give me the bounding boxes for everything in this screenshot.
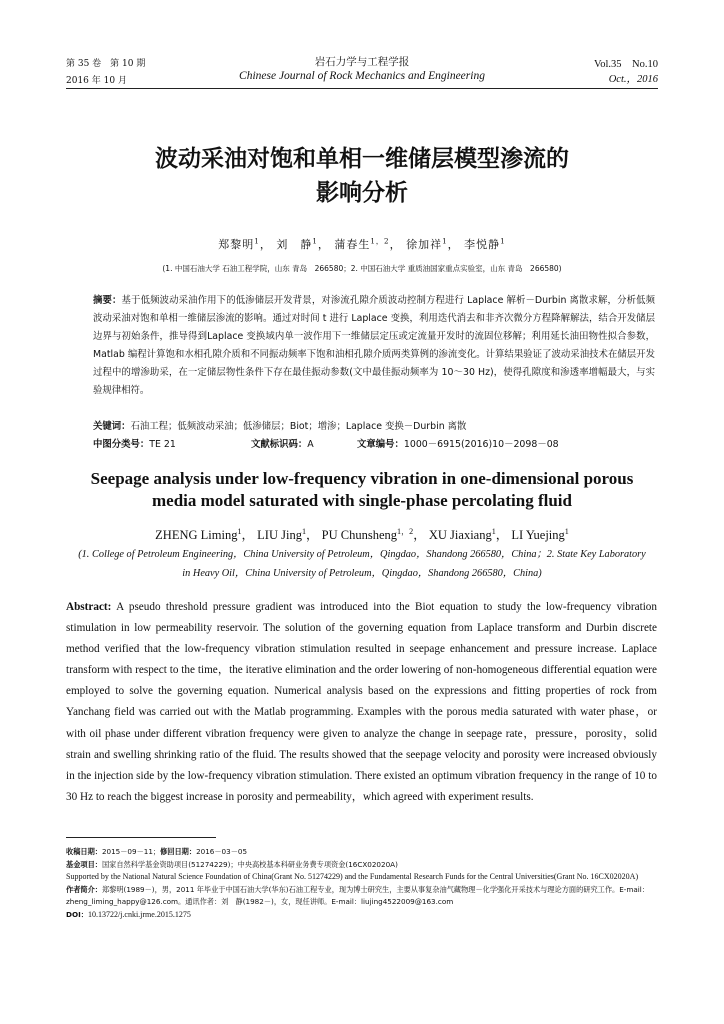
footnote-rule [66,837,216,838]
affiliation-en-line1: (1. College of Petroleum Engineering，China University of Petroleum，Qingdao，Shandong 266580，China；2. State Key Laboratory [78,549,646,560]
header-journal-cn: 岩石力学与工程学报 [314,56,410,68]
title-cn-line1: 波动采油对饱和单相一维储层模型渗流的 [155,146,569,172]
article-no-value: 1000－6915(2016)10－2098－08 [403,439,559,450]
doc-code-label: 文献标识码： [251,439,308,450]
author-cn: 刘 静$^1$ [276,236,318,251]
header-volume-en: Vol.35 No.10 [594,59,658,70]
author-cn: 蒲春生$^{1,2}$ [334,236,390,251]
clc-label: 中图分类号： [93,439,150,450]
header-rule [66,88,658,89]
header-volume-cn: 第 35 卷 第 10 期 [66,59,146,69]
footnote-support-en: Supported by the National Natural Science Foundation of China(Grant No. 51274229) and the Fundamental Research Funds for the Central Universities(Grant No. 16CX02020A) [66,872,639,881]
author-cn: 郑黎明$^1$ [218,236,260,251]
classification-row [93,436,655,454]
footnote-doi: DOI：10.13722/j.cnki.jrme.2015.1275 [66,909,191,919]
footnote-dates: 收稿日期：2015－09－11；修回日期：2016－03－05 [66,847,248,856]
header-date-en: Oct.，2016 [608,74,658,85]
header-date-cn: 2016 年 10 月 [66,76,127,86]
author-en: LI Yuejing$^1$ [511,526,569,542]
footnote-fund: 基金项目：国家自然科学基金资助项目(51274229)；中央高校基本科研业务费专项资金(16CX02020A) [66,859,398,869]
author-cn: 李悦静$^1$ [464,236,506,251]
doc-code-value: A [307,439,314,450]
clc-value: TE 21 [149,439,176,450]
affiliation-cn: (1. 中国石油大学 石油工程学院，山东 青岛 266580；2. 中国石油大学 重质油国家重点实验室，山东 青岛 266580) [162,264,562,273]
title-en-line1: Seepage analysis under low-frequency vibration in one-dimensional porous [90,469,634,488]
abstract-cn-text: 基于低频波动采油作用下的低渗储层开发背景，对渗流孔隙介质波动控制方程进行 Laplace 解析－Durbin 离散求解，分析低频波动采油对饱和单相一维储层渗流的影响。通过对时间 t 进行 Laplace 变换，利用迭代消去和非齐次微分方程降解解法，结合开发储层边界与初始条件，推导得到Laplace 变换域内单一波作用下一维储层定压或定流量开发时的流固位移解；利用延长油田物性拟合参数，Matlab 编程计算饱和水相孔隙介质和不同振动频率下饱和油相孔隙介质两类算例的渗流变化。计算结果验证了波动采油技术在储层开发过程中的增渗助采，在一定储层物性条件下存在最佳振动参数(文中最佳振动频率为 10～30 Hz)，使得孔隙度和渗透率增幅最大，与实验规律相符。 [93,295,655,396]
footnote-bio: 作者简介：郑黎明(1989－)，男，2011 年毕业于中国石油大学(华东)石油工程专业，现为博士研究生，主要从事复杂油气藏物理－化学强化开采技术与理论方面的研究工作。E-mail：zheng_liming_happy@126.com。通讯作者：刘 静(1982－)，女，现任讲师。E-mail：liujing4522009@163.com [66,884,649,906]
keywords-label: 关键词： [93,421,131,432]
authors-en: ZHENG Liming$^1$， LIU Jing$^1$， PU Chunsheng$^{1,2}$， XU Jiaxiang$^1$， LI Yuejing$^1$ [155,526,569,542]
abstract-en-label: Abstract: [66,601,112,613]
header-journal-en: Chinese Journal of Rock Mechanics and Engineering [239,70,485,82]
author-en: ZHENG Liming$^1$ [155,526,242,542]
abstract-en-text: A pseudo threshold pressure gradient was introduced into the Biot equation to study the low-frequency vibration stimulation in low permeability reservoir. The solution of the governing equation from Laplace transform and Durbin discrete method verified that the low-frequency vibration stimulation resulted in seepage enhancement and pressure increase. Laplace transform with respect to the time，the iterative elimination and the order lowering of non-homogeneous differential equation were employed to solve the governing equation. Numerical analysis based on the expressions and fitting properties of rock from Yanchang field was carried out with the Matlab programming. Examples with the porous media saturated with water phase，or with oil phase under different vibration frequency were given to analyze the change in seepage rate，pressure，porosity，solid strain and swelling shrinking ratio of the fluid. The results showed that the seepage velocity and porosity were increased obviously in the injection side by the low-frequency vibration stimulation. There existed an optimum vibration frequency in the range of 10 to 30 Hz to reach the biggest increase in porosity and permeability，which agreed with experiment results. [66,601,657,803]
abstract-cn-label: 摘要： [93,295,122,306]
affiliation-en [60,545,664,583]
abstract-en [66,597,657,808]
title-en-line2: media model saturated with single-phase percolating fluid [152,491,572,510]
affiliation-en-line2: in Heavy Oil，China University of Petroleum，Qingdao，Shandong 266580，China) [182,568,542,579]
keywords-text: 石油工程；低频波动采油；低渗储层；Biot；增渗；Laplace 变换－Durbin 离散 [130,421,467,432]
article-no-label: 文章编号： [357,439,404,450]
author-cn: 徐加祥$^1$ [406,236,448,251]
footnotes [66,846,658,921]
author-en: PU Chunsheng$^{1,2}$ [321,526,414,542]
author-en: LIU Jing$^1$ [257,526,307,542]
keywords-cn [93,418,655,436]
title-cn-line2: 影响分析 [316,180,408,206]
abstract-cn [93,292,655,400]
author-en: XU Jiaxiang$^1$ [428,526,496,542]
authors-cn: 郑黎明$^1$， 刘 静$^1$， 蒲春生$^{1,2}$， 徐加祥$^1$， 李悦静$^1$ [218,236,506,251]
